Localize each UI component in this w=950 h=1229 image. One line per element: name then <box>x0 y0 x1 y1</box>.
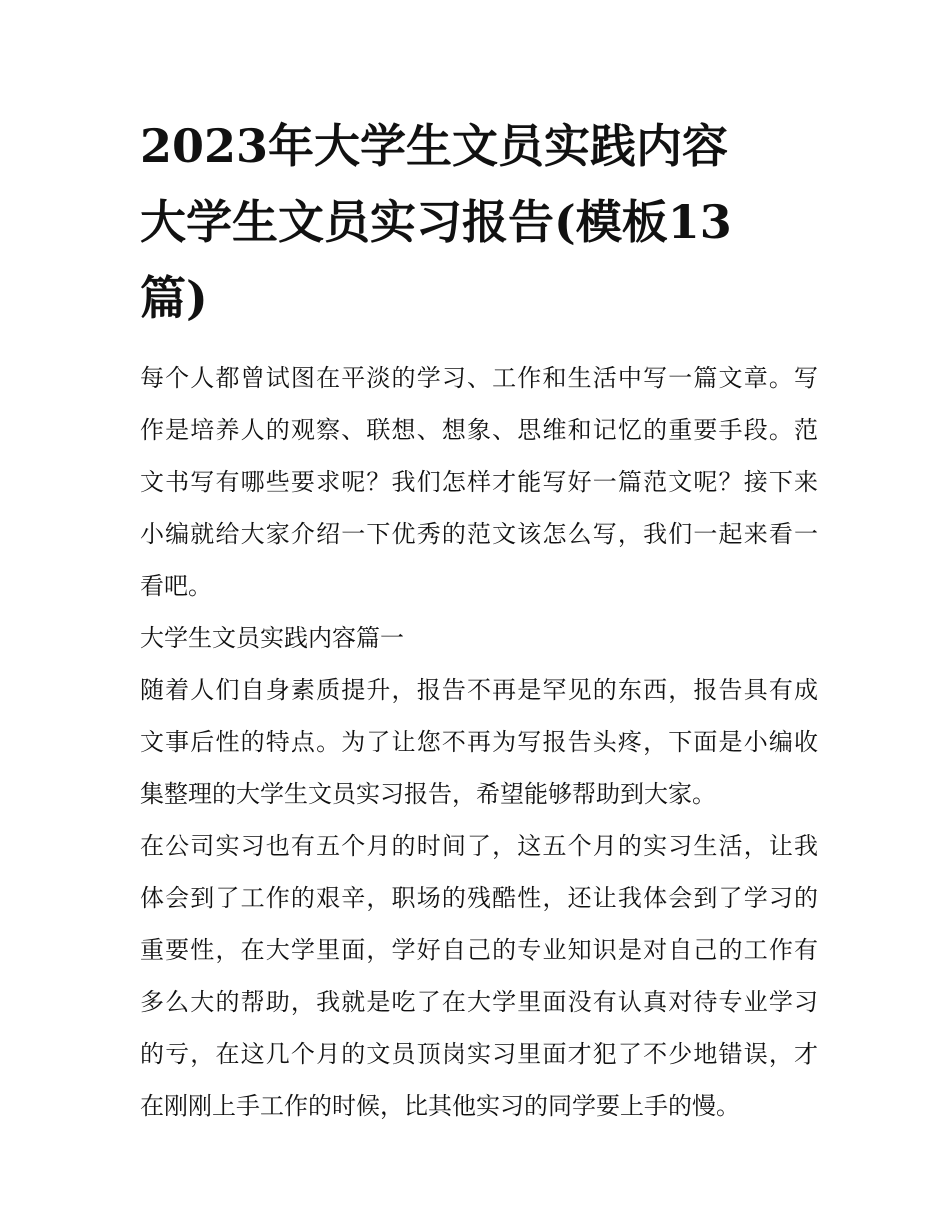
document-title <box>140 108 820 336</box>
text-line: 在刚刚上手工作的时候，比其他实习的同学要上手的慢。 <box>140 1092 740 1120</box>
text-line: 随着人们自身素质提升，报告不再是罕见的东西，报告具有成 <box>140 676 818 704</box>
title-line: 2023年大学生文员实践内容 <box>140 119 729 173</box>
title-line: 篇) <box>140 271 208 325</box>
intro-paragraph <box>140 352 818 612</box>
text-line: 在公司实习也有五个月的时间了，这五个月的实习生活，让我 <box>140 832 818 860</box>
title-line: 大学生文员实习报告(模板13 <box>140 195 732 249</box>
text-line: 看吧。 <box>140 572 212 600</box>
text-line: 文事后性的特点。为了让您不再为写报告头疼，下面是小编收 <box>140 728 818 756</box>
text-line: 体会到了工作的艰辛，职场的残酷性，还让我体会到了学习的 <box>140 884 818 912</box>
document-body <box>140 352 818 1132</box>
section-heading: 大学生文员实践内容篇一 <box>140 624 404 652</box>
body-paragraph <box>140 820 818 1132</box>
text-line: 文书写有哪些要求呢？我们怎样才能写好一篇范文呢？接下来 <box>140 468 818 496</box>
text-line: 多么大的帮助，我就是吃了在大学里面没有认真对待专业学习 <box>140 988 818 1016</box>
text-line: 重要性，在大学里面，学好自己的专业知识是对自己的工作有 <box>140 936 818 964</box>
text-line: 作是培养人的观察、联想、想象、思维和记忆的重要手段。范 <box>140 416 818 444</box>
text-line: 集整理的大学生文员实习报告，希望能够帮助到大家。 <box>140 780 716 808</box>
text-line: 每个人都曾试图在平淡的学习、工作和生活中写一篇文章。写 <box>140 364 818 392</box>
text-line: 的亏，在这几个月的文员顶岗实习里面才犯了不少地错误，才 <box>140 1040 818 1068</box>
text-line: 小编就给大家介绍一下优秀的范文该怎么写，我们一起来看一 <box>140 520 818 548</box>
body-paragraph <box>140 664 818 820</box>
